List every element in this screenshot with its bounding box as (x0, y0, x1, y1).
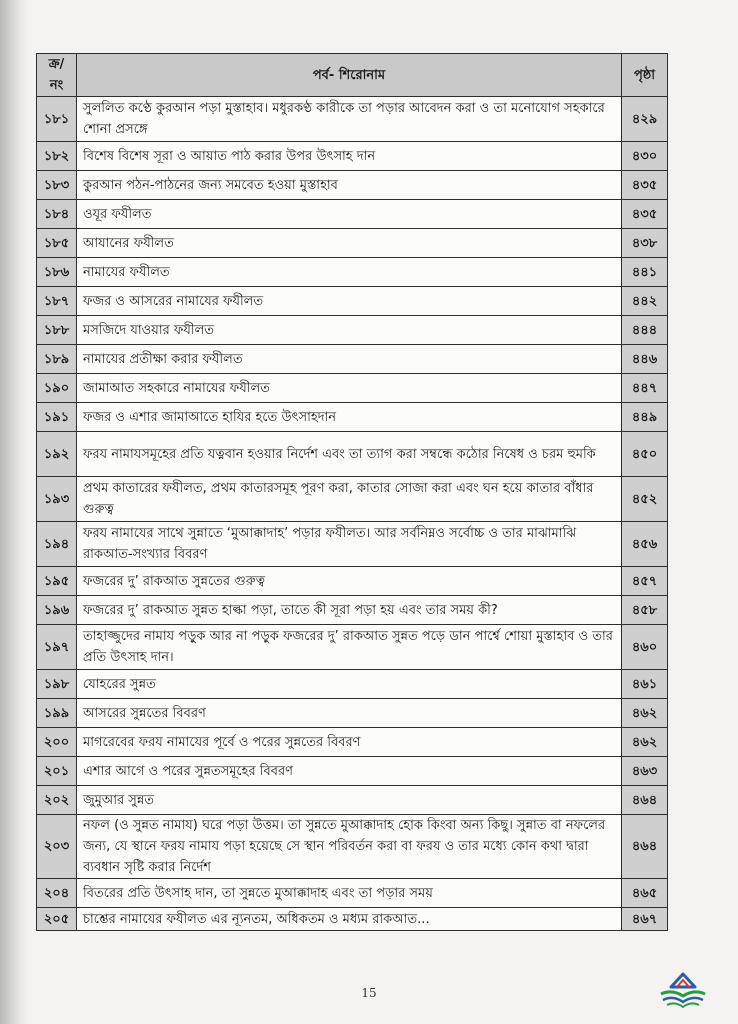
page-binding-shadow (0, 0, 28, 1024)
toc-title: প্রথম কাতারের ফযীলত, প্রথম কাতারসমূহ পূরণ করা, কাতার সোজা করা এবং ঘন হয়ে কাতার বাঁধার গুরুত্ব (77, 477, 622, 522)
toc-serial: ১৮৮ (37, 316, 77, 345)
toc-row (37, 374, 668, 403)
toc-row (37, 815, 668, 879)
toc-title: জুমুআর সুন্নত (77, 786, 622, 815)
toc-page: ৪৬৪ (622, 786, 668, 815)
column-header-title: পর্ব- শিরোনাম (77, 54, 622, 97)
toc-serial: ১৮১ (37, 97, 77, 142)
toc-serial: ১৯৯ (37, 699, 77, 728)
toc-page: ৪৬২ (622, 728, 668, 757)
toc-row (37, 757, 668, 786)
toc-row (37, 171, 668, 200)
toc-serial: ১৮৬ (37, 258, 77, 287)
toc-page: ৪২৯ (622, 97, 668, 142)
toc-serial: ২০২ (37, 786, 77, 815)
toc-title: মাগরেবের ফরয নামাযের পূর্বে ও পরের সুন্নতের বিবরণ (77, 728, 622, 757)
toc-title: ফজর ও এশার জামাআতে হাযির হতে উৎসাহদান (77, 403, 622, 432)
toc-serial: ১৯৮ (37, 670, 77, 699)
toc-row (37, 477, 668, 522)
toc-row (37, 229, 668, 258)
toc-serial: ১৯১ (37, 403, 77, 432)
table-of-contents (36, 53, 668, 931)
toc-page: ৪৪১ (622, 258, 668, 287)
toc-title: ফজর ও আসরের নামাযের ফযীলত (77, 287, 622, 316)
column-header-page: পৃষ্ঠা (622, 54, 668, 97)
publisher-book-logo-icon (657, 970, 709, 1010)
toc-row (37, 287, 668, 316)
toc-page: ৪৩৫ (622, 200, 668, 229)
page-number: 15 (361, 986, 377, 1000)
toc-title: মসজিদে যাওয়ার ফযীলত (77, 316, 622, 345)
toc-page: ৪৫০ (622, 432, 668, 477)
toc-row (37, 879, 668, 908)
toc-row (37, 403, 668, 432)
toc-serial: ২০৪ (37, 879, 77, 908)
toc-row (37, 699, 668, 728)
toc-page: ৪৬৭ (622, 908, 668, 931)
toc-serial: ১৯৬ (37, 596, 77, 625)
toc-title: ফরয নামাযসমূহের প্রতি যত্নবান হওয়ার নির্দেশ এবং তা ত্যাগ করা সম্বন্ধে কঠোর নিষেধ ও চরম হুমকি (77, 432, 622, 477)
toc-serial: ২০০ (37, 728, 77, 757)
toc-title: ফরয নামাযের সাথে সুন্নাতে ‘মুআক্কাদাহ’ পড়ার ফযীলত। আর সর্বনিম্নও সর্বোচ্চ ও তার মাঝামাঝি রাকআত-সংখ্যার বিবরণ (77, 522, 622, 567)
toc-serial: ১৯৭ (37, 625, 77, 670)
toc-serial: ২০১ (37, 757, 77, 786)
toc-page: ৪৪৯ (622, 403, 668, 432)
toc-page: ৪৫৮ (622, 596, 668, 625)
toc-row (37, 670, 668, 699)
toc-serial: ২০৫ (37, 908, 77, 931)
toc-row (37, 345, 668, 374)
toc-title: কুরআন পঠন-পাঠনের জন্য সমবেত হওয়া মুস্তাহাব (77, 171, 622, 200)
toc-title: বিতরের প্রতি উৎসাহ দান, তা সুন্নতে মুআক্কাদাহ এবং তা পড়ার সময় (77, 879, 622, 908)
toc-row (37, 596, 668, 625)
toc-page: ৪৬৪ (622, 815, 668, 879)
toc-title: নফল (ও সুন্নত নামায) ঘরে পড়া উত্তম। তা সুন্নতে মুআক্কাদাহ হোক কিংবা অন্য কিছু। সুন্নাত বা নফলের জন্য, যে স্থানে ফরয নামায পড়া হয়েছে সে স্থান পরিবর্তন করা বা ফরয ও তার মধ্যে কোন কথা দ্বারা ব্যবধান সৃষ্টি করার নির্দেশ (77, 815, 622, 879)
toc-serial: ১৮৫ (37, 229, 77, 258)
toc-row (37, 567, 668, 596)
toc-row (37, 728, 668, 757)
toc-title: জামাআত সহকারে নামাযের ফযীলত (77, 374, 622, 403)
toc-serial: ২০৩ (37, 815, 77, 879)
toc-title: বিশেষ বিশেষ সূরা ও আয়াত পাঠ করার উপর উৎসাহ দান (77, 142, 622, 171)
toc-serial: ১৮৩ (37, 171, 77, 200)
toc-page: ৪৪৬ (622, 345, 668, 374)
toc-page: ৪৬৫ (622, 879, 668, 908)
toc-title: নামাযের ফযীলত (77, 258, 622, 287)
toc-row (37, 432, 668, 477)
toc-title: আসরের সুন্নতের বিবরণ (77, 699, 622, 728)
toc-row (37, 908, 668, 931)
toc-serial: ১৯২ (37, 432, 77, 477)
toc-serial: ১৯৫ (37, 567, 77, 596)
toc-title: নামাযের প্রতীক্ষা করার ফযীলত (77, 345, 622, 374)
toc-row (37, 200, 668, 229)
toc-page: ৪৪২ (622, 287, 668, 316)
toc-page: ৪৫৭ (622, 567, 668, 596)
toc-serial: ১৮৭ (37, 287, 77, 316)
toc-title: চাশ্তের নামাযের ফযীলত এর ন্যূনতম, অধিকতম ও মধ্যম রাকআত... (77, 908, 622, 931)
toc-serial: ১৮৪ (37, 200, 77, 229)
toc-title: যোহরের সুন্নত (77, 670, 622, 699)
toc-page: ৪৪৭ (622, 374, 668, 403)
toc-page: ৪৬৩ (622, 757, 668, 786)
toc-serial: ১৯০ (37, 374, 77, 403)
toc-title: সুললিত কণ্ঠে কুরআন পড়া মুস্তাহাব। মধুরকণ্ঠ কারীকে তা পড়ার আবেদন করা ও তা মনোযোগ সহকারে শোনা প্রসঙ্গে (77, 97, 622, 142)
toc-page: ৪৫৬ (622, 522, 668, 567)
toc-row (37, 316, 668, 345)
toc-title: ওযূর ফযীলত (77, 200, 622, 229)
column-header-serial: ক্র/নং (37, 54, 77, 97)
toc-title: তাহাজ্জুদের নামায পড়ুক আর না পড়ুক ফজরের দু’ রাকআত সুন্নত পড়ে ডান পার্শ্বে শোয়া মুস্তাহাব ও তার প্রতি উৎসাহ দান। (77, 625, 622, 670)
toc-serial: ১৮২ (37, 142, 77, 171)
toc-page: ৪৩৮ (622, 229, 668, 258)
toc-title: এশার আগে ও পরের সুন্নতসমূহের বিবরণ (77, 757, 622, 786)
toc-serial: ১৮৯ (37, 345, 77, 374)
toc-row (37, 522, 668, 567)
toc-serial: ১৯৩ (37, 477, 77, 522)
toc-row (37, 625, 668, 670)
toc-row (37, 97, 668, 142)
toc-title: আযানের ফযীলত (77, 229, 622, 258)
toc-page: ৪৩৫ (622, 171, 668, 200)
toc-title: ফজরের দু’ রাকআত সুন্নতের গুরুত্ব (77, 567, 622, 596)
toc-page: ৪৫২ (622, 477, 668, 522)
toc-header-row (37, 54, 668, 97)
toc-page: ৪৬০ (622, 625, 668, 670)
toc-page: ৪৪৪ (622, 316, 668, 345)
toc-row (37, 258, 668, 287)
toc-serial: ১৯৪ (37, 522, 77, 567)
toc-row (37, 786, 668, 815)
toc-title: ফজরের দু’ রাকআত সুন্নত হাল্কা পড়া, তাতে কী সূরা পড়া হয় এবং তার সময় কী? (77, 596, 622, 625)
toc-row (37, 142, 668, 171)
toc-page: ৪৩০ (622, 142, 668, 171)
toc-page: ৪৬২ (622, 699, 668, 728)
toc-page: ৪৬১ (622, 670, 668, 699)
